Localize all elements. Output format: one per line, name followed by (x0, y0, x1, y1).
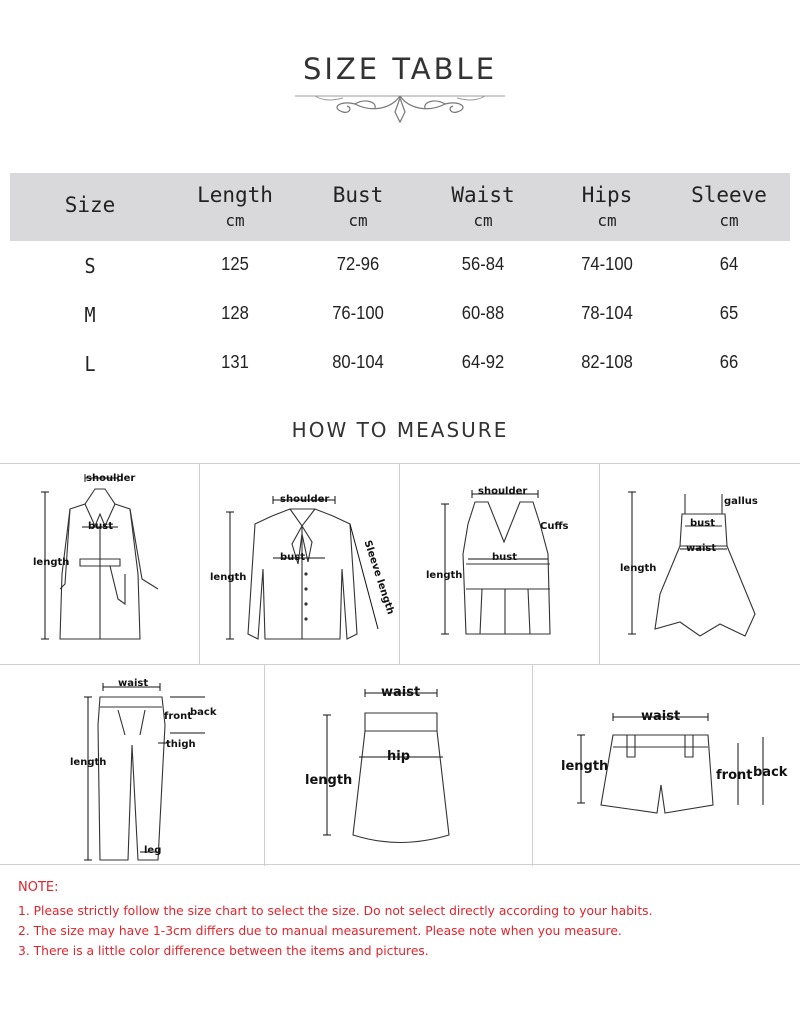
length-label: length (426, 570, 463, 581)
waist-cell: 64-92 (461, 352, 505, 372)
size-cell: S (84, 254, 96, 278)
tank-diagram (400, 464, 600, 665)
hips-cell: 74-100 (581, 254, 633, 274)
shoulder-label: shoulder (478, 486, 528, 497)
bust-cell: 80-104 (332, 352, 384, 372)
measurement-diagrams (0, 463, 800, 865)
waist-cell: 56-84 (461, 254, 505, 274)
note-item: 1. Please strictly follow the size chart to select the size. Do not select directly according to your habits. (18, 904, 653, 918)
shoulder-label: shoulder (86, 473, 136, 484)
header-waist: Waist cm (451, 183, 515, 230)
gallus-label: gallus (724, 496, 758, 507)
thigh-label: thigh (166, 739, 196, 750)
header-size: Size (64, 193, 116, 217)
bust-cell: 72-96 (336, 254, 380, 274)
waist-label: waist (118, 678, 149, 689)
shirt-diagram (200, 464, 400, 665)
coat-diagram (0, 464, 200, 665)
notes-section (18, 880, 788, 964)
size-cell: L (84, 352, 96, 376)
length-label: length (70, 757, 107, 768)
bust-label: bust (492, 552, 518, 563)
waist-cell: 60-88 (461, 303, 505, 323)
shoulder-label: shoulder (280, 494, 330, 505)
bust-cell: 76-100 (332, 303, 384, 323)
header-length: Length cm (197, 183, 273, 230)
bust-label: bust (88, 521, 114, 532)
front-label: front (164, 711, 193, 722)
size-cell: M (84, 303, 96, 327)
sleeve-length-label: Sleeve length (361, 539, 396, 616)
pants-diagram (0, 665, 265, 866)
pants-icon (0, 665, 265, 866)
front-label: front (716, 768, 753, 783)
leg-label: leg (144, 845, 162, 856)
table-row (10, 303, 790, 343)
bust-label: bust (280, 552, 306, 563)
header-hips: Hips cm (581, 183, 633, 230)
hip-label: hip (387, 749, 411, 764)
coat-icon (0, 464, 200, 665)
table-row (10, 352, 790, 392)
how-to-measure-title: HOW TO MEASURE (291, 418, 509, 442)
note-item: 3. There is a little color difference between the items and pictures. (18, 944, 429, 958)
size-table-header (10, 173, 790, 241)
back-label: back (190, 707, 217, 718)
header-sleeve: Sleeve cm (691, 183, 767, 230)
table-row (10, 254, 790, 294)
sleeve-cell: 66 (719, 352, 739, 372)
ornament-divider-icon (295, 90, 505, 126)
waist-label: waist (686, 543, 717, 554)
length-cell: 125 (221, 254, 249, 274)
length-cell: 128 (221, 303, 249, 323)
back-label: back (753, 765, 788, 780)
dress-diagram (600, 464, 800, 665)
waist-label: waist (641, 709, 681, 724)
hips-cell: 82-108 (581, 352, 633, 372)
length-label: length (305, 773, 353, 788)
sleeve-cell: 65 (719, 303, 739, 323)
page-title: SIZE TABLE (302, 52, 498, 86)
waist-label: waist (381, 685, 421, 700)
shorts-diagram (533, 665, 800, 866)
skirt-diagram (265, 665, 533, 866)
note-item: 2. The size may have 1-3cm differs due to manual measurement. Please note when you measure. (18, 924, 622, 938)
length-label: length (210, 572, 247, 583)
length-label: length (620, 563, 657, 574)
hips-cell: 78-104 (581, 303, 633, 323)
length-label: length (561, 759, 609, 774)
header-bust: Bust cm (332, 183, 384, 230)
cuffs-label: Cuffs (540, 521, 569, 532)
sleeve-cell: 64 (719, 254, 739, 274)
length-cell: 131 (221, 352, 249, 372)
length-label: length (33, 557, 70, 568)
notes-heading: NOTE: (18, 880, 59, 895)
bust-label: bust (690, 518, 716, 529)
